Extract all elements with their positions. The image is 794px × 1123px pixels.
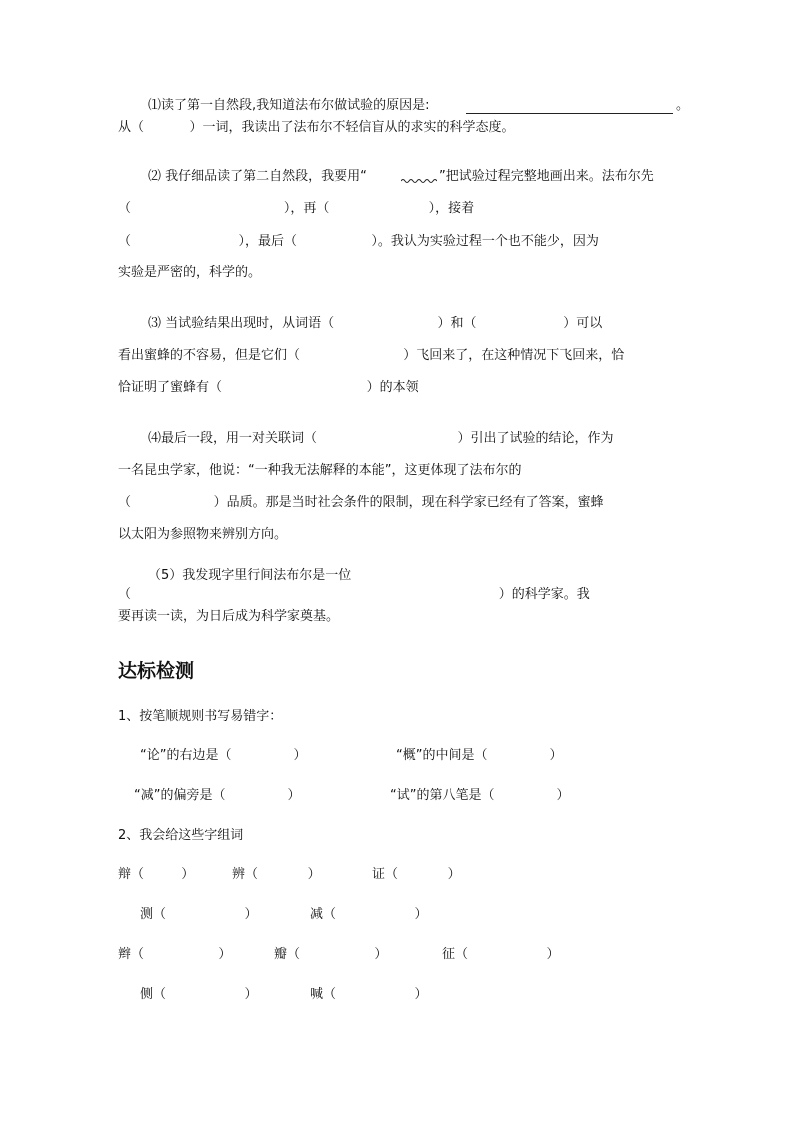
- exercise1-item-lun: “论”的右边是（ ）: [140, 748, 307, 763]
- word-item-bian2: 辨（ ）: [232, 867, 321, 882]
- exercise1-item-shi: “试”的第八笔是（ ）: [390, 788, 570, 803]
- q1-line1: ⑴读了第一自然段,我知道法布尔做试验的原因是:: [148, 98, 430, 113]
- q3-line1: ⑶ 当试验结果出现时，从词语（ ）和（ ）可以: [148, 316, 603, 331]
- q1-line1-end: 。: [676, 98, 690, 113]
- exercise1-item-jian: “减”的偏旁是（ ）: [134, 788, 301, 803]
- q4-line4: 以太阳为参照物来辨别方向。: [118, 527, 288, 542]
- word-item-jian: 减（ ）: [310, 907, 428, 922]
- q1-answer-line[interactable]: [466, 113, 673, 114]
- wavy-line-icon: [401, 178, 437, 184]
- q2-line1: ⑵ 我仔细品读了第二自然段，我要用“: [148, 169, 367, 184]
- exercise2-title: 2、我会给这些字组词: [118, 828, 244, 843]
- q3-line2: 看出蜜蜂的不容易，但是它们（ ）飞回来了，在这种情况下飞回来，恰: [118, 348, 625, 363]
- q4-line3: （ ）品质。那是当时社会条件的限制，现在科学家已经有了答案，蜜蜂: [118, 495, 604, 510]
- q5-line2: （ ）的科学家。我: [118, 587, 590, 602]
- exercise1-title: 1、按笔顺规则书写易错字：: [118, 709, 283, 724]
- section-title: 达标检测: [118, 660, 195, 682]
- word-item-ce: 测（ ）: [140, 907, 258, 922]
- q3-line3: 恰证明了蜜蜂有（ ）的本领: [118, 380, 419, 395]
- q4-line2: 一名昆虫学家，他说：“一种我无法解释的本能”，这更体现了法布尔的: [118, 463, 522, 478]
- q2-line2: （ ），再（ ），接着: [118, 201, 475, 216]
- word-item-bian3: 辫（ ）: [118, 947, 232, 962]
- word-item-ban: 瓣（ ）: [274, 947, 388, 962]
- q5-line3: 要再读一读，为日后成为科学家奠基。: [118, 609, 340, 624]
- word-item-bian1: 辩（ ）: [118, 867, 195, 882]
- q1-line2: 从（ ）一词，我读出了法布尔不轻信盲从的求实的科学态度。: [118, 120, 515, 135]
- q2-line3: （ ），最后（ ）。我认为实验过程一个也不能少，因为: [118, 234, 599, 249]
- word-item-ce2: 侧（ ）: [140, 987, 258, 1002]
- q4-line1: ⑷最后一段，用一对关联词（ ）引出了试验的结论，作为: [148, 431, 614, 446]
- q2-line1-end: ”把试验过程完整地画出来。法布尔先: [439, 169, 654, 184]
- word-item-han: 喊（ ）: [310, 987, 428, 1002]
- q5-line1: （5）我发现字里行间法布尔是一位: [148, 568, 352, 583]
- q2-line4: 实验是严密的，科学的。: [118, 265, 262, 280]
- word-item-zheng2: 征（ ）: [442, 947, 560, 962]
- word-item-zheng: 证（ ）: [372, 867, 461, 882]
- exercise1-item-gai: “概”的中间是（ ）: [396, 748, 563, 763]
